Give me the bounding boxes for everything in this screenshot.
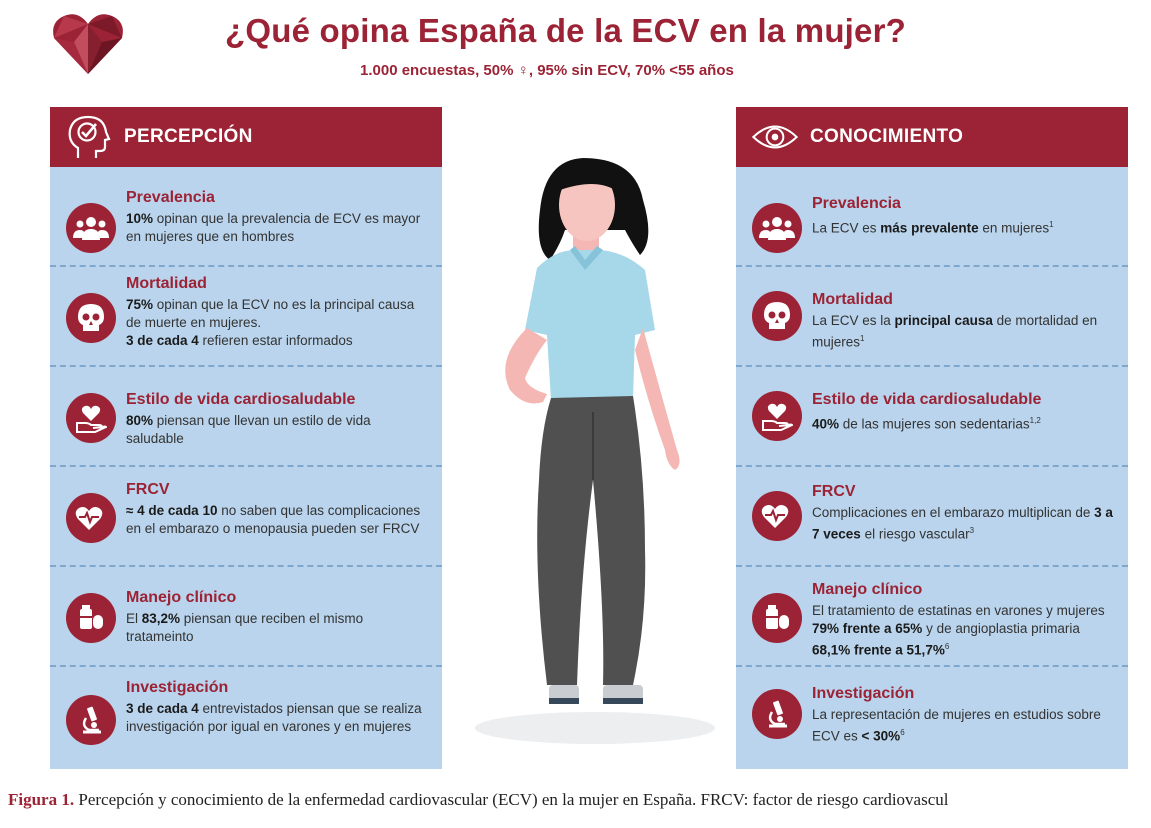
item-title: Investigación	[812, 685, 915, 702]
item-title: Estilo de vida cardiosaludable	[126, 391, 356, 408]
perception-header	[50, 107, 442, 167]
stethoscope-heart-icon	[752, 491, 802, 541]
pills-icon	[752, 593, 802, 643]
figure-caption-text: Percepción y conocimiento de la enfermedad cardiovascular (ECV) en la mujer en España. FRCV: factor de riesgo cardiovascul	[74, 790, 949, 809]
page-title: ¿Qué opina España de la ECV en la mujer?	[225, 12, 907, 49]
item-title: FRCV	[812, 483, 856, 500]
left-item-frcv	[50, 467, 442, 567]
item-body: El 83,2% piensan que reciben el mismo tratameinto	[126, 611, 364, 644]
item-body: Complicaciones en el embarazo multiplican de 3 a 7 veces el riesgo vascular$^3$	[812, 505, 1113, 542]
item-title: Mortalidad	[812, 291, 893, 308]
microscope-icon	[66, 695, 116, 745]
stethoscope-heart-icon	[66, 493, 116, 543]
right-item-frcv	[736, 467, 1128, 567]
right-item-investigacion	[736, 667, 1128, 769]
item-body: 3 de cada 4 entrevistados piensan que se realiza investigación por igual en varones y en mujeres	[126, 701, 422, 734]
people-icon	[752, 203, 802, 253]
people-icon	[66, 203, 116, 253]
left-item-mortalidad	[50, 267, 442, 367]
eye-icon	[750, 114, 800, 160]
right-item-estilo-vida	[736, 367, 1128, 467]
woman-illustration	[455, 150, 735, 750]
item-body: ≈ 4 de cada 10 no saben que las complicaciones en el embarazo o menopausia pueden ser FRCV	[126, 503, 421, 536]
figure-label: Figura 1.	[8, 790, 75, 809]
knowledge-panel	[736, 107, 1128, 769]
page-subtitle: 1.000 encuestas, 50% ♀, 95% sin ECV, 70% <55 años	[360, 62, 734, 79]
perception-title: PERCEPCIÓN	[124, 126, 253, 147]
knowledge-header	[736, 107, 1128, 167]
heart-hand-icon	[66, 393, 116, 443]
item-title: Manejo clínico	[812, 581, 923, 598]
figure-caption	[8, 790, 1151, 810]
item-title: Estilo de vida cardiosaludable	[812, 391, 1042, 408]
heart-logo-icon	[50, 12, 126, 76]
item-body: 40% de las mujeres son sedentarias$^{1,2}$	[812, 416, 1041, 432]
item-body: El tratamiento de estatinas en varones y mujeres 79% frente a 65% y de angioplastia primaria 68,1% frente a 51,7%$^6$	[812, 603, 1105, 658]
heart-hand-icon	[752, 391, 802, 441]
right-item-manejo-clinico	[736, 567, 1128, 667]
microscope-icon	[752, 689, 802, 739]
item-title: Investigación	[126, 679, 229, 696]
item-body: 80% piensan que llevan un estilo de vida saludable	[126, 413, 371, 446]
item-title: Prevalencia	[812, 195, 901, 212]
item-body: La representación de mujeres en estudios sobre ECV es < 30%$^6$	[812, 707, 1101, 744]
knowledge-title: CONOCIMIENTO	[810, 126, 964, 147]
item-title: Prevalencia	[126, 189, 215, 206]
item-title: Mortalidad	[126, 275, 207, 292]
pills-icon	[66, 593, 116, 643]
perception-panel	[50, 107, 442, 769]
item-body: 75% opinan que la ECV no es la principal causa de muerte en mujeres. 3 de cada 4 refieren estar informados	[126, 297, 415, 348]
left-item-estilo-vida	[50, 367, 442, 467]
left-item-investigacion	[50, 667, 442, 769]
right-item-prevalencia	[736, 167, 1128, 267]
left-item-prevalencia	[50, 167, 442, 267]
left-item-manejo-clinico	[50, 567, 442, 667]
skull-icon	[66, 293, 116, 343]
item-title: FRCV	[126, 481, 170, 498]
skull-icon	[752, 291, 802, 341]
right-item-mortalidad	[736, 267, 1128, 367]
item-title: Manejo clínico	[126, 589, 237, 606]
item-body: La ECV es más prevalente en mujeres$^1$	[812, 220, 1054, 236]
head-check-icon	[64, 114, 114, 160]
item-body: La ECV es la principal causa de mortalidad en mujeres$^1$	[812, 313, 1098, 350]
item-body: 10% opinan que la prevalencia de ECV es mayor en mujeres que en hombres	[126, 211, 421, 244]
